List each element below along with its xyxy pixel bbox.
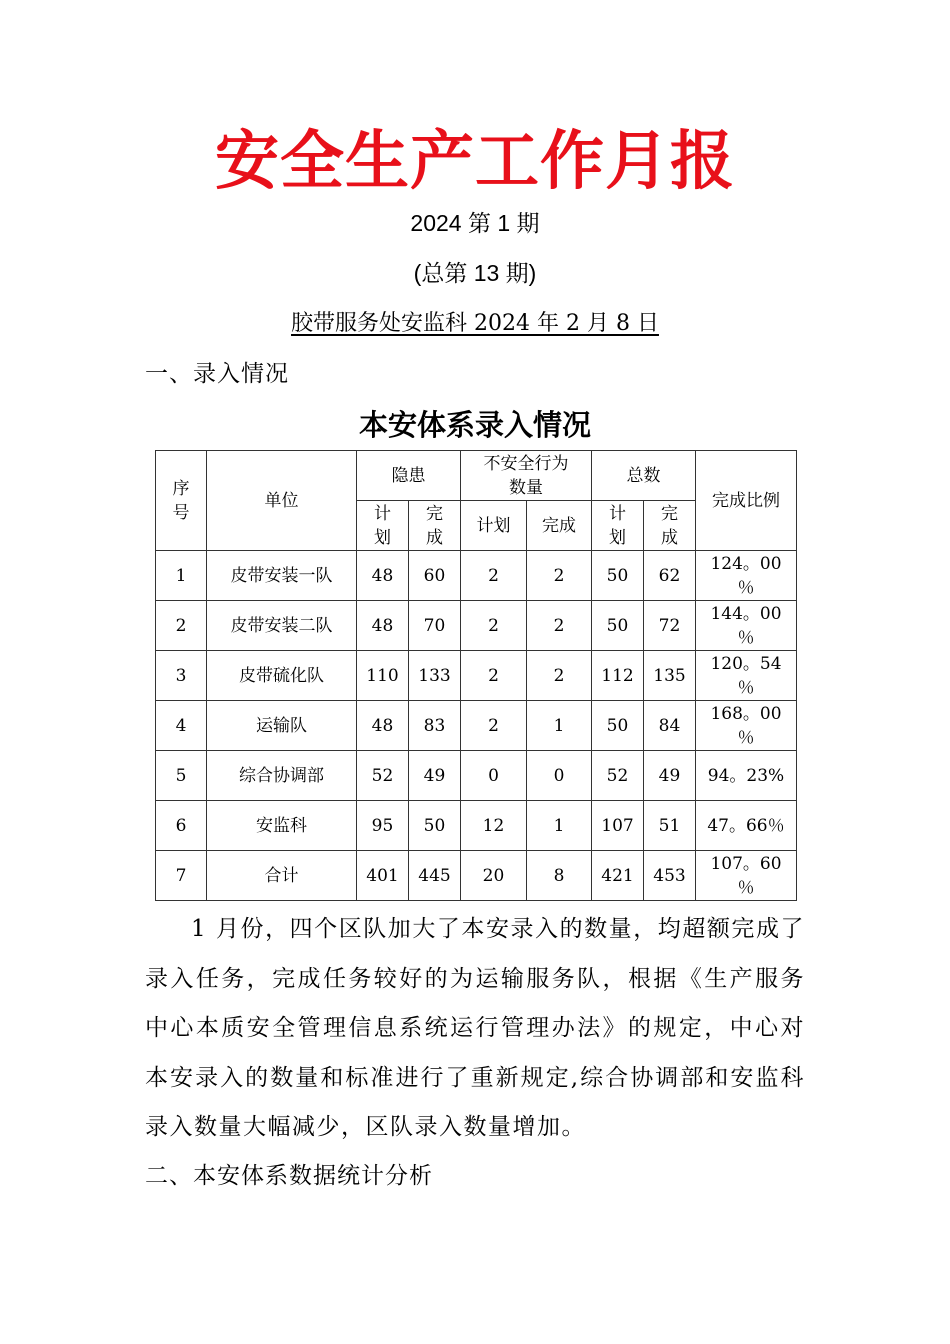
header-unsafe-done: 完成 — [527, 501, 592, 551]
header-unsafe-behavior: 不安全行为 数量 — [461, 451, 592, 501]
cell-hazard-plan: 52 — [357, 751, 409, 801]
cell-unit: 合计 — [207, 851, 357, 901]
header-total-done: 完 成 — [644, 501, 696, 551]
table-row — [156, 851, 797, 901]
cell-total-plan: 50 — [592, 701, 644, 751]
cell-hazard-plan: 95 — [357, 801, 409, 851]
table-row — [156, 801, 797, 851]
cell-total-done: 72 — [644, 601, 696, 651]
cell-hazard-done: 49 — [409, 751, 461, 801]
cell-ratio: 120。54 ％ — [696, 651, 797, 701]
cell-ratio: 94。23% — [696, 751, 797, 801]
header-hazard-plan: 计 划 — [357, 501, 409, 551]
cell-unsafe-plan: 20 — [461, 851, 527, 901]
cell-unit: 皮带安装二队 — [207, 601, 357, 651]
cell-seq: 7 — [156, 851, 207, 901]
header-hazard-done: 完 成 — [409, 501, 461, 551]
cell-hazard-done: 445 — [409, 851, 461, 901]
issue-number: 2024 第 1 期 — [410, 210, 540, 236]
cell-hazard-plan: 48 — [357, 601, 409, 651]
cell-hazard-plan: 401 — [357, 851, 409, 901]
header-hazard: 隐患 — [357, 451, 461, 501]
cell-unsafe-done: 8 — [527, 851, 592, 901]
cell-total-done: 453 — [644, 851, 696, 901]
cell-unsafe-plan: 2 — [461, 701, 527, 751]
header-total: 总数 — [592, 451, 696, 501]
cell-hazard-done: 60 — [409, 551, 461, 601]
cell-seq: 4 — [156, 701, 207, 751]
cell-unit: 皮带安装一队 — [207, 551, 357, 601]
cell-hazard-done: 83 — [409, 701, 461, 751]
cell-unit: 综合协调部 — [207, 751, 357, 801]
cell-hazard-done: 50 — [409, 801, 461, 851]
cell-total-plan: 50 — [592, 551, 644, 601]
header-total-plan: 计 划 — [592, 501, 644, 551]
cell-unsafe-done: 1 — [527, 701, 592, 751]
total-issue-number: (总第 13 期) — [413, 260, 537, 286]
header-unsafe-plan: 计划 — [461, 501, 527, 551]
cell-unit: 安监科 — [207, 801, 357, 851]
cell-unsafe-done: 2 — [527, 601, 592, 651]
cell-unsafe-done: 1 — [527, 801, 592, 851]
cell-hazard-plan: 48 — [357, 551, 409, 601]
entry-table — [155, 450, 797, 901]
report-title: 安全生产工作月报 — [215, 125, 735, 199]
cell-total-plan: 52 — [592, 751, 644, 801]
cell-unsafe-plan: 2 — [461, 651, 527, 701]
cell-total-plan: 421 — [592, 851, 644, 901]
table-row — [156, 651, 797, 701]
summary-text: 1 月份，四个区队加大了本安录入的数量，均超额完成了录入任务，完成任务较好的为运输服务队，根据《生产服务中心本质安全管理信息系统运行管理办法》的规定，中心对本安录入的数量和标准进行了重新规定,综合协调部和安监科录入数量大幅减少，区队录入数量增加。 — [145, 916, 805, 1140]
summary-paragraph — [145, 905, 805, 1153]
table-row — [156, 601, 797, 651]
cell-unsafe-plan: 12 — [461, 801, 527, 851]
cell-hazard-plan: 110 — [357, 651, 409, 701]
cell-seq: 2 — [156, 601, 207, 651]
cell-unsafe-done: 2 — [527, 551, 592, 601]
cell-seq: 5 — [156, 751, 207, 801]
cell-total-done: 49 — [644, 751, 696, 801]
section-heading-2: 二、本安体系数据统计分析 — [145, 1163, 433, 1189]
cell-unsafe-plan: 0 — [461, 751, 527, 801]
cell-hazard-plan: 48 — [357, 701, 409, 751]
cell-seq: 3 — [156, 651, 207, 701]
cell-unsafe-done: 2 — [527, 651, 592, 701]
cell-total-plan: 107 — [592, 801, 644, 851]
cell-hazard-done: 133 — [409, 651, 461, 701]
cell-ratio: 124。00 ％ — [696, 551, 797, 601]
cell-total-done: 135 — [644, 651, 696, 701]
cell-total-plan: 50 — [592, 601, 644, 651]
header-ratio: 完成比例 — [696, 451, 797, 551]
table-body — [156, 551, 797, 901]
cell-ratio: 47。66％ — [696, 801, 797, 851]
cell-total-done: 51 — [644, 801, 696, 851]
department-date-text: 胶带服务处安监科 2024 年 2 月 8 日 — [291, 311, 659, 336]
department-date-line — [0, 308, 950, 340]
table-row — [156, 551, 797, 601]
cell-total-done: 84 — [644, 701, 696, 751]
cell-unit: 皮带硫化队 — [207, 651, 357, 701]
cell-ratio: 168。00 ％ — [696, 701, 797, 751]
cell-hazard-done: 70 — [409, 601, 461, 651]
cell-seq: 1 — [156, 551, 207, 601]
header-seq: 序 号 — [156, 451, 207, 551]
cell-unsafe-plan: 2 — [461, 551, 527, 601]
cell-ratio: 144。00 ％ — [696, 601, 797, 651]
cell-total-done: 62 — [644, 551, 696, 601]
cell-total-plan: 112 — [592, 651, 644, 701]
cell-seq: 6 — [156, 801, 207, 851]
cell-unsafe-plan: 2 — [461, 601, 527, 651]
table-title: 本安体系录入情况 — [358, 408, 591, 442]
cell-ratio: 107。60 ％ — [696, 851, 797, 901]
cell-unsafe-done: 0 — [527, 751, 592, 801]
table-row — [156, 701, 797, 751]
section-heading-1: 一、录入情况 — [145, 361, 289, 387]
table-row — [156, 751, 797, 801]
cell-unit: 运输队 — [207, 701, 357, 751]
header-unit: 单位 — [207, 451, 357, 551]
